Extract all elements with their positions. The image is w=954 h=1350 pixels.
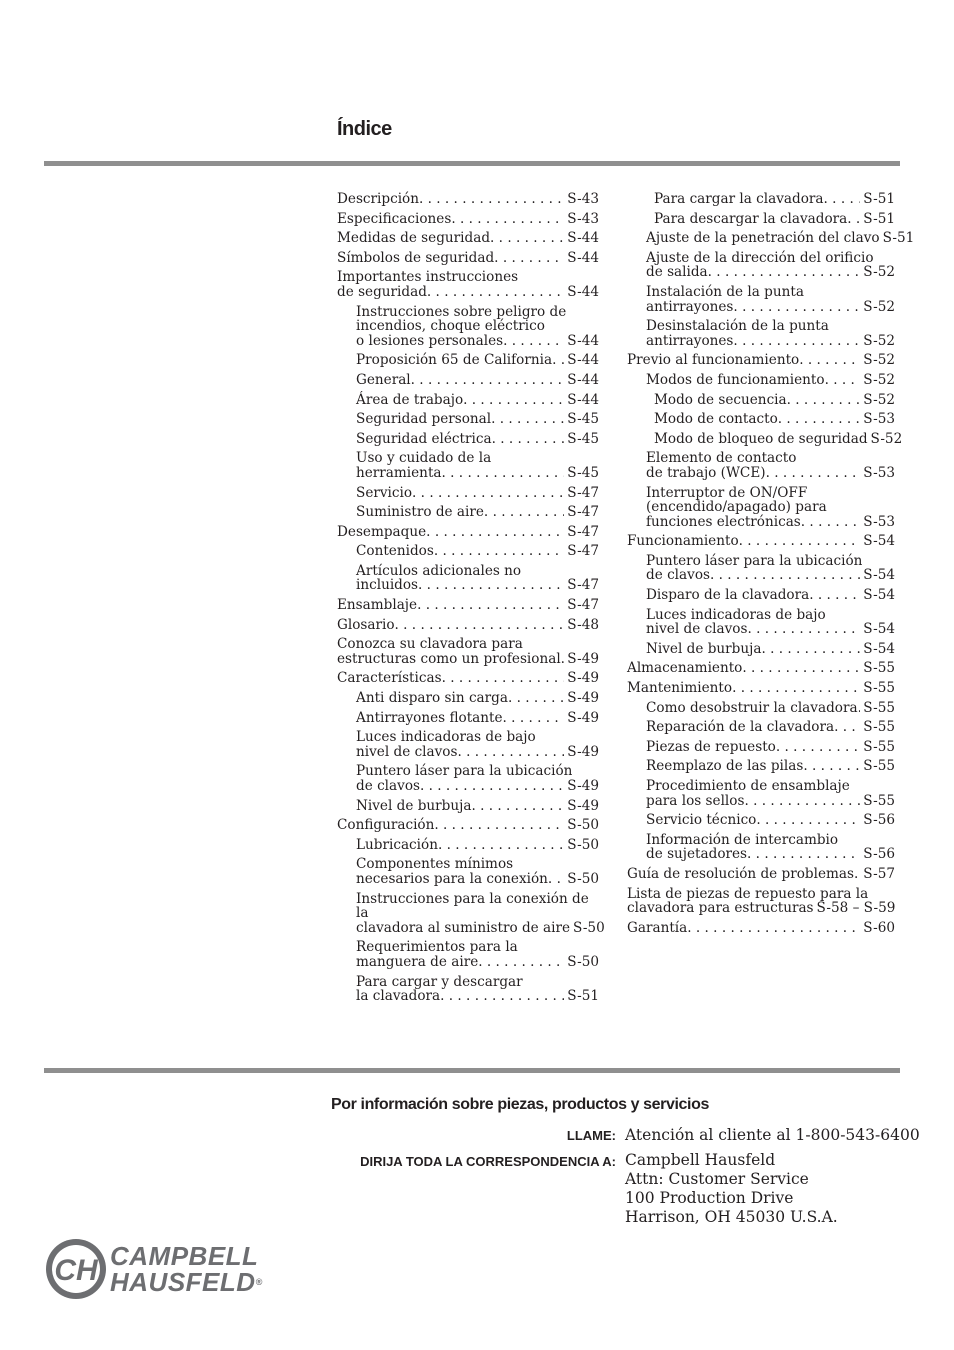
- toc-entry: [627, 534, 895, 549]
- toc-entry-page: S-49: [567, 743, 599, 760]
- toc-entry-title: Servicio técnico: [646, 812, 757, 829]
- dot-leader: [687, 921, 860, 936]
- toc-entry-page: S-53: [863, 513, 895, 530]
- toc-entry-page: S-52: [870, 430, 903, 447]
- toc-entry-title: clavadora al suministro de aire: [356, 919, 571, 936]
- toc-entry-title-line: Lista de piezas de repuesto para la: [627, 885, 869, 902]
- toc-entry-page: S-57: [863, 865, 895, 882]
- toc-entry-page: S-54: [863, 587, 895, 604]
- toc-entry-page: S-48: [567, 616, 599, 633]
- toc-entry-title-line: Para cargar y descargar: [356, 973, 523, 990]
- toc-column-left: [337, 191, 605, 1009]
- dot-leader: [742, 661, 860, 676]
- call-label: LLAME:: [566, 1128, 616, 1143]
- dot-leader: [442, 671, 565, 686]
- toc-entry-title-line: Desinstalación de la punta: [646, 318, 829, 335]
- toc-entry: [337, 373, 599, 388]
- dot-leader: [824, 192, 861, 207]
- toc-entry-page: S-51: [863, 210, 895, 227]
- toc-entry-page: S-49: [567, 650, 599, 667]
- toc-entry-page: S-45: [567, 411, 599, 428]
- toc-entry: [337, 764, 599, 793]
- toc-entry-title: de trabajo (WCE): [646, 464, 766, 481]
- toc-entry-title: herramienta: [356, 464, 442, 481]
- toc-entry: [337, 212, 599, 227]
- toc-entry-page: S-54: [863, 621, 895, 638]
- dot-leader: [420, 779, 564, 794]
- dot-leader: [494, 251, 564, 266]
- address-line: 100 Production Drive: [625, 1189, 794, 1207]
- toc-entry-title-line: Conozca su clavadora para: [337, 636, 523, 653]
- dot-leader: [426, 525, 564, 540]
- toc-entry-title: Modo de secuencia: [654, 391, 787, 408]
- dot-leader: [801, 515, 861, 530]
- toc-entry-title: Características: [337, 670, 442, 687]
- toc-entry-title-line: Instrucciones sobre peligro de incendios, choque eléctrico: [356, 303, 567, 335]
- toc-entry-title: Almacenamiento: [627, 660, 743, 677]
- toc-entry: [337, 525, 599, 540]
- dot-leader: [417, 598, 564, 613]
- toc-entry-page: S-52: [863, 264, 895, 281]
- toc-entry-page: S-52: [863, 352, 895, 369]
- dot-leader: [739, 534, 861, 549]
- toc-entry-title-line: Instrucciones para la conexión de la: [356, 890, 589, 922]
- toc-entry: [337, 544, 599, 559]
- toc-entry-title: Guía de resolución de problemas: [627, 865, 854, 882]
- toc-entry: [627, 230, 915, 247]
- toc-entry-page: S-55: [863, 758, 895, 775]
- toc-entry-title: antirrayones: [646, 332, 734, 349]
- toc-entry-title: Nivel de burbuja: [646, 640, 762, 657]
- toc-entry: [627, 212, 895, 227]
- toc-entry-title-line: Importantes instrucciones: [337, 269, 519, 286]
- toc-entry-page: S-53: [863, 411, 895, 428]
- toc-entry-page: S-60: [863, 919, 895, 936]
- toc-entry-title: Servicio: [356, 484, 413, 501]
- toc-entry: [627, 867, 895, 882]
- toc-entry-page: S-43: [567, 210, 599, 227]
- dot-leader: [490, 231, 564, 246]
- registered-mark: ®: [255, 1277, 263, 1287]
- toc-entry: [627, 740, 895, 755]
- toc-entry-page: S-51: [567, 988, 599, 1005]
- logo-monogram: CH: [54, 1254, 98, 1287]
- toc-entry-title: Glosario: [337, 616, 395, 633]
- toc-entry: [337, 231, 599, 246]
- logo-line-2: HAUSFELD: [110, 1267, 256, 1297]
- toc-entry-page: S-52: [863, 391, 895, 408]
- toc-entry-page: S-44: [567, 371, 599, 388]
- dot-leader: [503, 711, 565, 726]
- toc-entry: [627, 887, 895, 916]
- dot-leader: [419, 192, 564, 207]
- toc-entry-page: S-54: [863, 640, 895, 657]
- toc-entry-title: General: [356, 371, 411, 388]
- toc-entry-title: Modo de contacto: [654, 411, 778, 428]
- toc-entry-page: S-55: [863, 660, 895, 677]
- toc-entry: [337, 270, 599, 299]
- toc-entry: [337, 637, 599, 666]
- toc-entry-title: Como desobstruir la clavadora: [646, 699, 858, 716]
- toc-entry-title: o lesiones personales: [356, 332, 504, 349]
- toc-entry-page: S-49: [567, 690, 599, 707]
- dot-leader: [434, 818, 564, 833]
- toc-entry: [627, 486, 895, 530]
- ch-monogram-icon: [44, 1236, 110, 1302]
- dot-leader: [411, 373, 565, 388]
- toc-entry: [337, 730, 599, 759]
- toc-entry-title: Nivel de burbuja: [356, 797, 472, 814]
- dot-leader: [776, 740, 860, 755]
- toc-entry-title: Reparación de la clavadora: [646, 719, 835, 736]
- toc-entry-page: S-49: [567, 709, 599, 726]
- toc-entry-title: Modos de funcionamiento: [646, 371, 825, 388]
- toc-entry-page: S-52: [863, 298, 895, 315]
- dot-leader: [761, 642, 860, 657]
- dot-leader: [733, 300, 860, 315]
- toc-entry-page: S-55: [863, 719, 895, 736]
- address-line: Campbell Hausfeld: [625, 1151, 776, 1169]
- toc-entry-page: S-56: [863, 812, 895, 829]
- toc-entry: [337, 711, 599, 726]
- toc-entry: [337, 691, 599, 706]
- toc-entry: [627, 251, 895, 280]
- toc-entry-title: Ajuste de la penetración del clavo: [646, 230, 880, 247]
- toc-entry-title: de salida: [646, 264, 708, 281]
- toc-entry-page: S-58 – S-59: [816, 900, 896, 917]
- dot-leader: [451, 212, 564, 227]
- mailing-address: [625, 1151, 838, 1227]
- dot-leader: [440, 989, 564, 1004]
- dot-leader: [834, 720, 860, 735]
- toc-entry-title: funciones electrónicas: [646, 513, 801, 530]
- toc-entry: [337, 857, 599, 886]
- toc-entry-page: S-56: [863, 846, 895, 863]
- toc-entry: [337, 305, 599, 349]
- toc-entry-page: S-54: [863, 533, 895, 550]
- toc-entry: [627, 759, 895, 774]
- toc-entry-title-line: Luces indicadoras de bajo: [356, 729, 536, 746]
- toc-entry: [627, 608, 895, 637]
- toc-entry: [627, 701, 895, 716]
- dot-leader: [744, 794, 860, 809]
- toc-entry-page: S-44: [567, 283, 599, 300]
- toc-entry-title: necesarios para la conexión: [356, 870, 548, 887]
- toc-entry: [627, 393, 895, 408]
- toc-entry-title: Garantía: [627, 919, 688, 936]
- toc-entry: [627, 642, 895, 657]
- dot-leader: [708, 265, 861, 280]
- dot-leader: [803, 759, 860, 774]
- toc-entry-page: S-50: [567, 817, 599, 834]
- dot-leader: [491, 412, 564, 427]
- toc-entry-title: Ensamblaje: [337, 597, 418, 614]
- toc-entry-title: Área de trabajo: [356, 391, 464, 408]
- dot-leader: [395, 618, 565, 633]
- toc-entry-page: S-49: [567, 778, 599, 794]
- toc-entry: [627, 681, 895, 696]
- toc-entry-title: de clavos: [356, 778, 420, 794]
- toc-entry-page: S-55: [863, 738, 895, 755]
- toc-entry-page: S-44: [567, 332, 599, 349]
- toc-entry: [337, 799, 599, 814]
- dot-leader: [766, 466, 861, 481]
- toc-entry-title: de seguridad: [337, 283, 427, 300]
- toc-entry-page: S-49: [567, 797, 599, 814]
- toc-entry: [627, 921, 895, 936]
- toc-entry-title-line: Información de intercambio: [646, 831, 839, 848]
- toc-entry: [627, 779, 895, 808]
- dot-leader: [787, 393, 861, 408]
- toc-entry: [627, 373, 895, 388]
- toc-entry-title: Previo al funcionamiento: [627, 352, 800, 369]
- dot-leader: [809, 588, 860, 603]
- toc-entry: [337, 818, 599, 833]
- toc-entry: [337, 598, 599, 613]
- toc-entry: [627, 353, 895, 368]
- toc-entry-page: S-51: [882, 230, 915, 247]
- toc-entry-title: Mantenimiento: [627, 680, 733, 697]
- toc-entry: [337, 838, 599, 853]
- toc-entry: [627, 720, 895, 735]
- toc-entry-title-line: Elemento de contacto: [646, 450, 797, 467]
- toc-entry-page: S-49: [567, 670, 599, 687]
- toc-entry-title: antirrayones: [646, 298, 734, 315]
- toc-entry-title: Desempaque: [337, 523, 427, 540]
- toc-entry-title: Seguridad eléctrica: [356, 430, 492, 447]
- toc-entry-title: nivel de clavos: [356, 743, 458, 760]
- toc-entry: [337, 251, 599, 266]
- address-line: Harrison, OH 45030 U.S.A.: [625, 1208, 838, 1226]
- toc-entry: [337, 940, 599, 969]
- toc-entry-title-line: Ajuste de la dirección del orificio: [646, 249, 874, 266]
- toc-entry-title: Seguridad personal: [356, 411, 492, 428]
- toc-entry-title-line: Puntero láser para la ubicación: [356, 763, 573, 780]
- toc-entry-title-line: Artículos adicionales no: [356, 562, 522, 579]
- toc-entry: [337, 618, 599, 633]
- toc-entry-page: S-44: [567, 230, 599, 247]
- toc-entry: [627, 319, 895, 348]
- toc-entry-title: estructuras como un profesional: [337, 650, 561, 667]
- toc-entry-title: Disparo de la clavadora: [646, 587, 810, 604]
- dot-leader: [484, 505, 564, 520]
- toc-entry-page: S-45: [567, 464, 599, 481]
- dot-leader: [478, 955, 564, 970]
- toc-entry-page: S-43: [567, 191, 599, 207]
- toc-entry-page: S-55: [863, 699, 895, 716]
- toc-entry-page: S-53: [863, 464, 895, 481]
- toc-entry-title: manguera de aire: [356, 953, 479, 970]
- toc-entry-title: Funcionamiento: [627, 533, 739, 550]
- top-divider: [44, 161, 900, 166]
- toc-entry: [337, 353, 599, 368]
- dot-leader: [733, 334, 860, 349]
- logo-line-1: CAMPBELL: [110, 1241, 259, 1271]
- dot-leader: [847, 212, 860, 227]
- toc-entry-title-line: Uso y cuidado de la: [356, 450, 492, 467]
- toc-entry: [337, 192, 599, 207]
- toc-entry-page: S-51: [863, 191, 895, 207]
- toc-entry-title: clavadora para estructuras: [627, 900, 814, 917]
- toc-entry-page: S-50: [573, 919, 605, 936]
- toc-entry-page: S-50: [567, 953, 599, 970]
- toc-entry: [337, 890, 605, 936]
- toc-entry-title: Proposición 65 de California: [356, 352, 553, 369]
- toc-entry-title: Lubricación: [356, 836, 438, 853]
- dot-leader: [427, 285, 564, 300]
- toc-entry: [627, 588, 895, 603]
- toc-entry-title: Para descargar la clavadora: [654, 210, 848, 227]
- toc-entry-title-line: Interruptor de ON/OFF (encendido/apagado) para: [646, 484, 827, 516]
- dot-leader: [418, 578, 564, 593]
- dot-leader: [799, 353, 860, 368]
- toc-entry-page: S-52: [863, 371, 895, 388]
- dot-leader: [756, 813, 860, 828]
- toc-entry-title: Medidas de seguridad: [337, 230, 491, 247]
- call-value: Atención al cliente al 1-800-543-6400: [625, 1126, 920, 1144]
- dot-leader: [778, 412, 861, 427]
- toc-entry-page: S-47: [567, 523, 599, 540]
- toc-entry: [627, 192, 895, 207]
- toc-entry: [337, 393, 599, 408]
- toc-entry: [627, 833, 895, 862]
- toc-entry-page: S-44: [567, 249, 599, 266]
- dot-leader: [412, 486, 564, 501]
- dot-leader: [825, 373, 861, 388]
- toc-entry-title: Modo de bloqueo de seguridad: [654, 430, 868, 447]
- toc-entry-title: Suministro de aire: [356, 504, 484, 521]
- address-line: Attn: Customer Service: [625, 1170, 809, 1188]
- dot-leader: [463, 393, 564, 408]
- toc-entry-page: S-47: [567, 577, 599, 594]
- campbell-hausfeld-logo: [44, 1234, 304, 1304]
- toc-entry: [337, 432, 599, 447]
- toc-entry: [337, 505, 599, 520]
- toc-entry-title: Descripción: [337, 191, 419, 207]
- toc-entry: [627, 813, 895, 828]
- dot-leader: [747, 847, 860, 862]
- dot-leader: [492, 432, 565, 447]
- dot-leader: [438, 838, 564, 853]
- toc-entry-title: incluidos: [356, 577, 419, 594]
- toc-entry: [627, 554, 895, 583]
- toc-entry-page: S-47: [567, 543, 599, 560]
- toc-entry-page: S-50: [567, 870, 599, 887]
- toc-entry: [627, 661, 895, 676]
- toc-entry-title: de sujetadores: [646, 846, 748, 863]
- toc-entry-page: S-55: [863, 792, 895, 809]
- toc-entry-title: Para cargar la clavadora: [654, 191, 824, 207]
- dot-leader: [710, 568, 860, 583]
- toc-entry-title: nivel de clavos: [646, 621, 748, 638]
- toc-entry-title: Antirrayones flotante: [356, 709, 503, 726]
- toc-entry-page: S-52: [863, 332, 895, 349]
- toc-entry-title: para los sellos: [646, 792, 745, 809]
- toc-entry-page: S-50: [567, 836, 599, 853]
- toc-entry-title-line: Puntero láser para la ubicación: [646, 552, 863, 569]
- toc-entry-title: Reemplazo de las pilas: [646, 758, 804, 775]
- dot-leader: [503, 334, 564, 349]
- toc-entry-title: Símbolos de seguridad: [337, 249, 495, 266]
- toc-entry: [627, 430, 903, 447]
- toc-entry-title: la clavadora: [356, 988, 441, 1005]
- toc-entry-page: S-44: [567, 391, 599, 408]
- toc-entry-title: Configuración: [337, 817, 435, 834]
- toc-entry-page: S-55: [863, 680, 895, 697]
- toc-entry-page: S-47: [567, 484, 599, 501]
- toc-entry-title: Contenidos: [356, 543, 434, 560]
- page-title: Índice: [337, 118, 392, 140]
- dot-leader: [552, 353, 564, 368]
- toc-entry: [337, 671, 599, 686]
- mail-label: DIRIJA TODA LA CORRESPONDENCIA A:: [360, 1154, 616, 1169]
- toc-entry: [627, 451, 895, 480]
- toc-entry: [337, 451, 599, 480]
- toc-entry-page: S-45: [567, 430, 599, 447]
- toc-entry-title-line: Componentes mínimos: [356, 856, 514, 873]
- dot-leader: [508, 691, 564, 706]
- toc-entry-title-line: Procedimiento de ensamblaje: [646, 778, 850, 794]
- toc-entry-title: Especificaciones: [337, 210, 452, 227]
- toc-entry-title-line: Instalación de la punta: [646, 283, 804, 300]
- dot-leader: [434, 544, 564, 559]
- toc-entry-title: Anti disparo sin carga: [356, 690, 508, 707]
- toc-entry-title: Piezas de repuesto: [646, 738, 776, 755]
- dot-leader: [442, 466, 565, 481]
- toc-entry-page: S-44: [567, 352, 599, 369]
- toc-entry: [337, 486, 599, 501]
- toc-entry-title: de clavos: [646, 567, 710, 584]
- bottom-divider: [44, 1068, 900, 1073]
- toc-entry-page: S-54: [863, 567, 895, 584]
- toc-entry: [337, 975, 599, 1004]
- toc-entry-page: S-47: [567, 504, 599, 521]
- toc-entry-page: S-47: [567, 597, 599, 614]
- toc-entry: [337, 412, 599, 427]
- dot-leader: [457, 745, 564, 760]
- toc-entry: [627, 285, 895, 314]
- dot-leader: [747, 622, 860, 637]
- toc-entry: [337, 564, 599, 593]
- dot-leader: [471, 799, 564, 814]
- toc-column-right: [627, 191, 915, 940]
- info-heading: Por información sobre piezas, productos y servicios: [331, 1096, 709, 1113]
- toc-entry-title-line: Requerimientos para la: [356, 939, 518, 956]
- dot-leader: [548, 872, 564, 887]
- toc-entry-title-line: Luces indicadoras de bajo: [646, 606, 826, 623]
- toc-entry: [627, 412, 895, 427]
- dot-leader: [732, 681, 860, 696]
